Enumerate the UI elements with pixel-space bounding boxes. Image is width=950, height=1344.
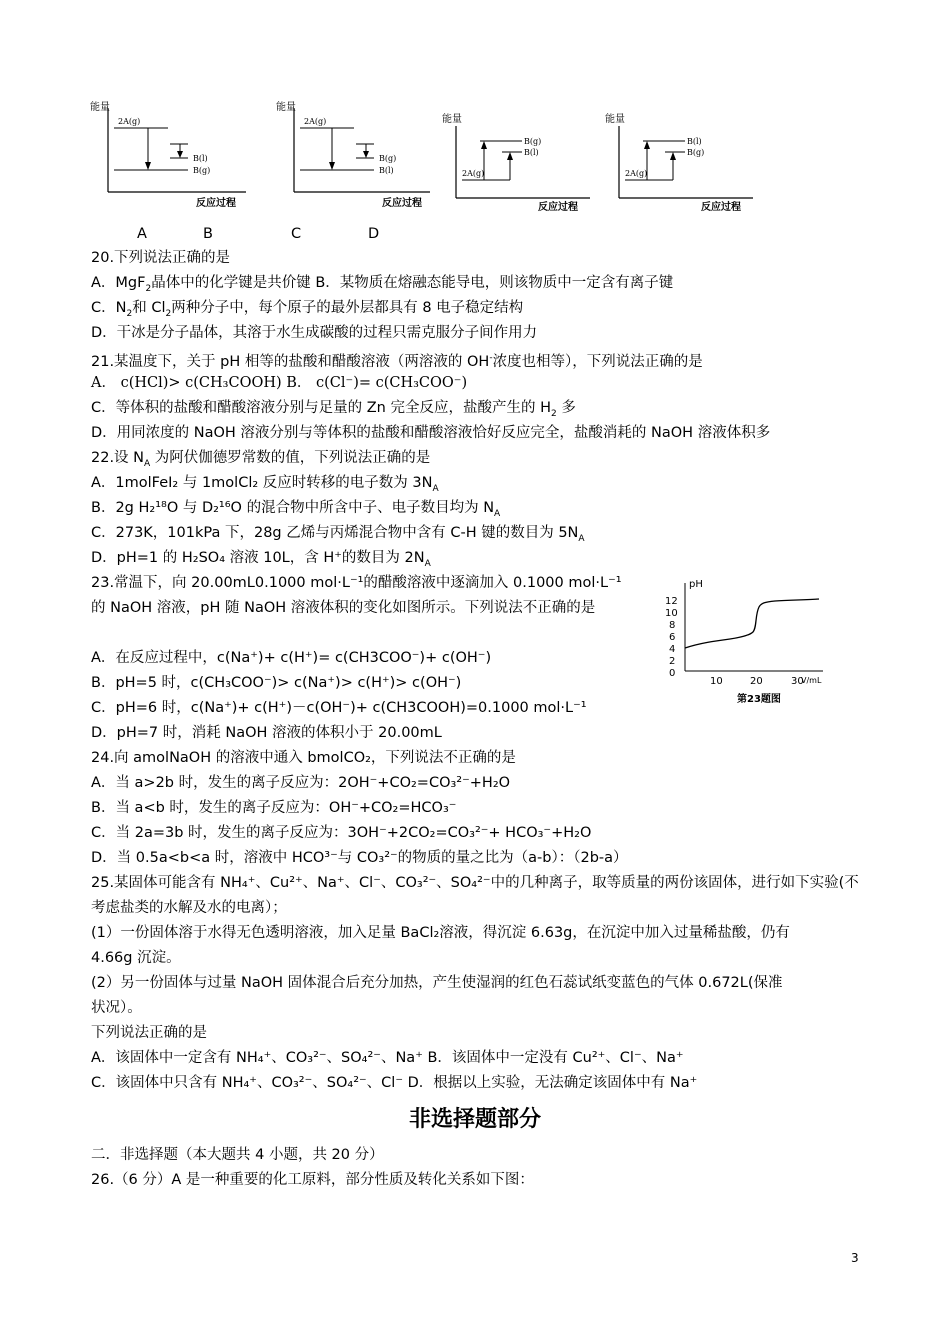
q24-stem: 24.向 amolNaOH 的溶液中通入 bmolCO₂，下列说法不正确的是 <box>91 750 516 766</box>
text-span: A．1molFeI₂ 与 1molCl₂ 反应时转移的电子数为 3N <box>91 475 433 491</box>
q21-option-ab: A． c(HCl)> c(CH₃COOH) B． c(Cl⁻)= c(CH₃COO⁻) <box>91 375 468 391</box>
level-label: B(g) <box>687 148 705 157</box>
text-span: 晶体中的化学键是共价键 B．某物质在熔融态能导电，则该物质中一定含有离子键 <box>151 275 674 291</box>
y-tick: 4 <box>669 644 676 655</box>
reactant-label: 2A(g) <box>118 117 141 126</box>
energy-diagram-d <box>603 112 763 221</box>
q24-option-a: A．当 a>2b 时，发生的离子反应为：2OH⁻+CO₂=CO₃²⁻+H₂O <box>91 775 511 791</box>
q23-option-b: B．pH=5 时，c(CH₃COO⁻)> c(Na⁺)> c(H⁺)> c(OH⁻) <box>91 675 462 691</box>
q25-exp1-line1: (1）一份固体溶于水得无色透明溶液，加入足量 BaCl₂溶液，得沉淀 6.63g，在沉淀中加入过量稀盐酸，仍有 <box>91 925 790 941</box>
level-label: B(g) <box>379 154 397 163</box>
section-heading: 非选择题部分 <box>408 1107 541 1132</box>
y-tick: 10 <box>665 608 678 619</box>
q25-exp1-line2: 4.66g 沉淀。 <box>91 950 181 966</box>
y-axis-label: 能量 <box>90 102 110 113</box>
q25-option-ab: A．该固体中一定含有 NH₄⁺、CO₃²⁻、SO₄²⁻、Na⁺ B．该固体中一定没有 Cu²⁺、Cl⁻、Na⁺ <box>91 1050 684 1066</box>
text-span: 和 Cl <box>132 300 166 316</box>
y-axis-label: 能量 <box>276 102 296 113</box>
subscript: A <box>432 483 439 494</box>
q22-option-a <box>91 473 439 499</box>
q26-stem: 26.（6 分）A 是一种重要的化工原料，部分性质及转化关系如下图： <box>91 1172 534 1188</box>
x-axis-label: 反应过程 <box>196 198 236 209</box>
text-span: C．N <box>91 300 127 316</box>
chart-y-label: pH <box>689 579 703 590</box>
energy-diagram-c <box>440 112 600 221</box>
x-axis-label: 反应过程 <box>701 202 741 213</box>
ph-titration-chart <box>655 575 835 714</box>
q24-option-d: D．当 0.5a<b<a 时，溶液中 HCO³⁻与 CO₃²⁻的物质的量之比为（a-b）：（2b-a） <box>91 850 628 866</box>
q20-stem: 20.下列说法正确的是 <box>91 250 231 266</box>
chart-caption: 第23题图 <box>737 694 781 705</box>
reactant-label: 2A(g) <box>304 117 327 126</box>
text-span: B．2g H₂¹⁸O 与 D₂¹⁶O 的混合物中所含中子、电子数目均为 N <box>91 500 495 516</box>
q20-option-c <box>91 298 523 324</box>
q25-stem-line1: 25.某固体可能含有 NH₄⁺、Cu²⁺、Na⁺、Cl⁻、CO₃²⁻、SO₄²⁻中的几种离子，取等质量的两份该固体，进行如下实验(不 <box>91 875 859 891</box>
q21-option-d: D．用同浓度的 NaOH 溶液分别与等体积的盐酸和醋酸溶液恰好反应完全，盐酸消耗的 NaOH 溶液体积多 <box>91 425 771 441</box>
q24-option-c: C．当 2a=3b 时，发生的离子反应为：3OH⁻+2CO₂=CO₃²⁻+ HCO₃⁻+H₂O <box>91 825 592 841</box>
q23-option-a: A．在反应过程中，c(Na⁺)+ c(H⁺)= c(CH3COO⁻)+ c(OH⁻) <box>91 650 492 666</box>
q23-stem-line1: 23.常温下，向 20.00mL0.1000 mol·L⁻¹的醋酸溶液中逐滴加入 0.1000 mol·L⁻¹ <box>91 575 622 591</box>
ph-curve <box>685 599 819 648</box>
subscript: A <box>578 533 585 544</box>
diagram-caption-a: A <box>137 226 147 242</box>
q22-option-d <box>91 548 431 574</box>
text-span: 浓度也相等），下列说法正确的是 <box>492 353 703 370</box>
q21-option-c <box>91 398 576 424</box>
q22-stem <box>91 448 430 474</box>
text-span: C．273K，101kPa 下，28g 乙烯与丙烯混合物中含有 C-H 键的数目为 5N <box>91 525 579 541</box>
level-label: B(l) <box>687 137 702 146</box>
level-label: B(l) <box>524 148 539 157</box>
text-span: 22.设 N <box>91 450 145 466</box>
diagram-caption-d: D <box>368 226 380 242</box>
y-tick: 12 <box>665 596 678 607</box>
q20-option-d: D．干冰是分子晶体，其溶于水生成碳酸的过程只需克服分子间作用力 <box>91 325 538 341</box>
subscript: 2 <box>165 308 172 319</box>
section-intro: 二．非选择题（本大题共 4 小题，共 20 分） <box>91 1147 384 1163</box>
y-axis-label: 能量 <box>442 114 462 125</box>
subscript: A <box>424 558 431 569</box>
q22-option-c <box>91 523 585 549</box>
y-tick: 8 <box>669 620 676 631</box>
reactant-label: 2A(g) <box>462 169 485 178</box>
text-span: 21.某温度下，关于 pH 相等的盐酸和醋酸溶液（两溶液的 OH <box>91 353 490 370</box>
reactant-label: 2A(g) <box>625 169 648 178</box>
q24-option-b: B．当 a<b 时，发生的离子反应为：OH⁻+CO₂=HCO₃⁻ <box>91 800 457 816</box>
page-number: 3 <box>851 1251 859 1265</box>
chart-x-label: V/mL <box>801 676 822 685</box>
text-span: D．pH=1 的 H₂SO₄ 溶液 10L，含 H⁺的数目为 2N <box>91 550 425 566</box>
y-tick: 2 <box>669 656 676 667</box>
x-tick: 30 <box>791 676 804 687</box>
q25-exp2-line2: 状况）。 <box>91 1000 142 1016</box>
y-tick: 0 <box>669 668 676 679</box>
level-label: B(l) <box>379 166 394 175</box>
level-label: B(g) <box>193 166 211 175</box>
x-tick: 10 <box>710 676 723 687</box>
y-axis-label: 能量 <box>605 114 625 125</box>
text-span: 两种分子中，每个原子的最外层都具有 8 电子稳定结构 <box>171 300 524 316</box>
q25-option-cd: C．该固体中只含有 NH₄⁺、CO₃²⁻、SO₄²⁻、Cl⁻ D．根据以上实验，无法确定该固体中有 Na⁺ <box>91 1075 698 1091</box>
x-axis-label: 反应过程 <box>382 198 422 209</box>
text-span: 为阿伏伽德罗常数的值，下列说法正确的是 <box>150 450 431 466</box>
level-label: B(l) <box>193 154 208 163</box>
q23-stem-line2: 的 NaOH 溶液，pH 随 NaOH 溶液体积的变化如图所示。下列说法不正确的是 <box>91 600 596 616</box>
level-label: B(g) <box>524 137 542 146</box>
subscript: A <box>144 458 151 469</box>
energy-diagram-a <box>88 100 258 219</box>
text-span: 多 <box>556 400 576 416</box>
subscript: 2 <box>550 408 557 419</box>
q22-option-b <box>91 498 500 524</box>
diagram-caption-c: C <box>291 226 302 242</box>
subscript: 2 <box>145 283 152 294</box>
q23-option-d: D．pH=7 时，消耗 NaOH 溶液的体积小于 20.00mL <box>91 725 442 741</box>
diagram-caption-b: B <box>203 226 213 242</box>
superscript: - <box>489 353 493 363</box>
energy-diagram-b <box>272 100 442 219</box>
subscript: A <box>494 508 501 519</box>
q25-stem-line3: 下列说法正确的是 <box>91 1025 207 1041</box>
q21-stem <box>91 348 703 372</box>
text-span: A．MgF <box>91 275 146 291</box>
y-tick: 6 <box>669 632 676 643</box>
q25-exp2-line1: (2）另一份固体与过量 NaOH 固体混合后充分加热，产生使湿润的红色石蕊试纸变蓝色的气体 0.672L(保准 <box>91 975 783 991</box>
text-span: C．等体积的盐酸和醋酸溶液分别与足量的 Zn 完全反应，盐酸产生的 H <box>91 400 551 416</box>
q23-option-c: C．pH=6 时，c(Na⁺)+ c(H⁺)－c(OH⁻)+ c(CH3COOH)=0.1000 mol·L⁻¹ <box>91 700 587 716</box>
x-axis-label: 反应过程 <box>538 202 578 213</box>
q20-option-ab <box>91 273 673 299</box>
x-tick: 20 <box>750 676 763 687</box>
q25-stem-line2: 考虑盐类的水解及水的电离）； <box>91 900 287 916</box>
subscript: 2 <box>126 308 133 319</box>
